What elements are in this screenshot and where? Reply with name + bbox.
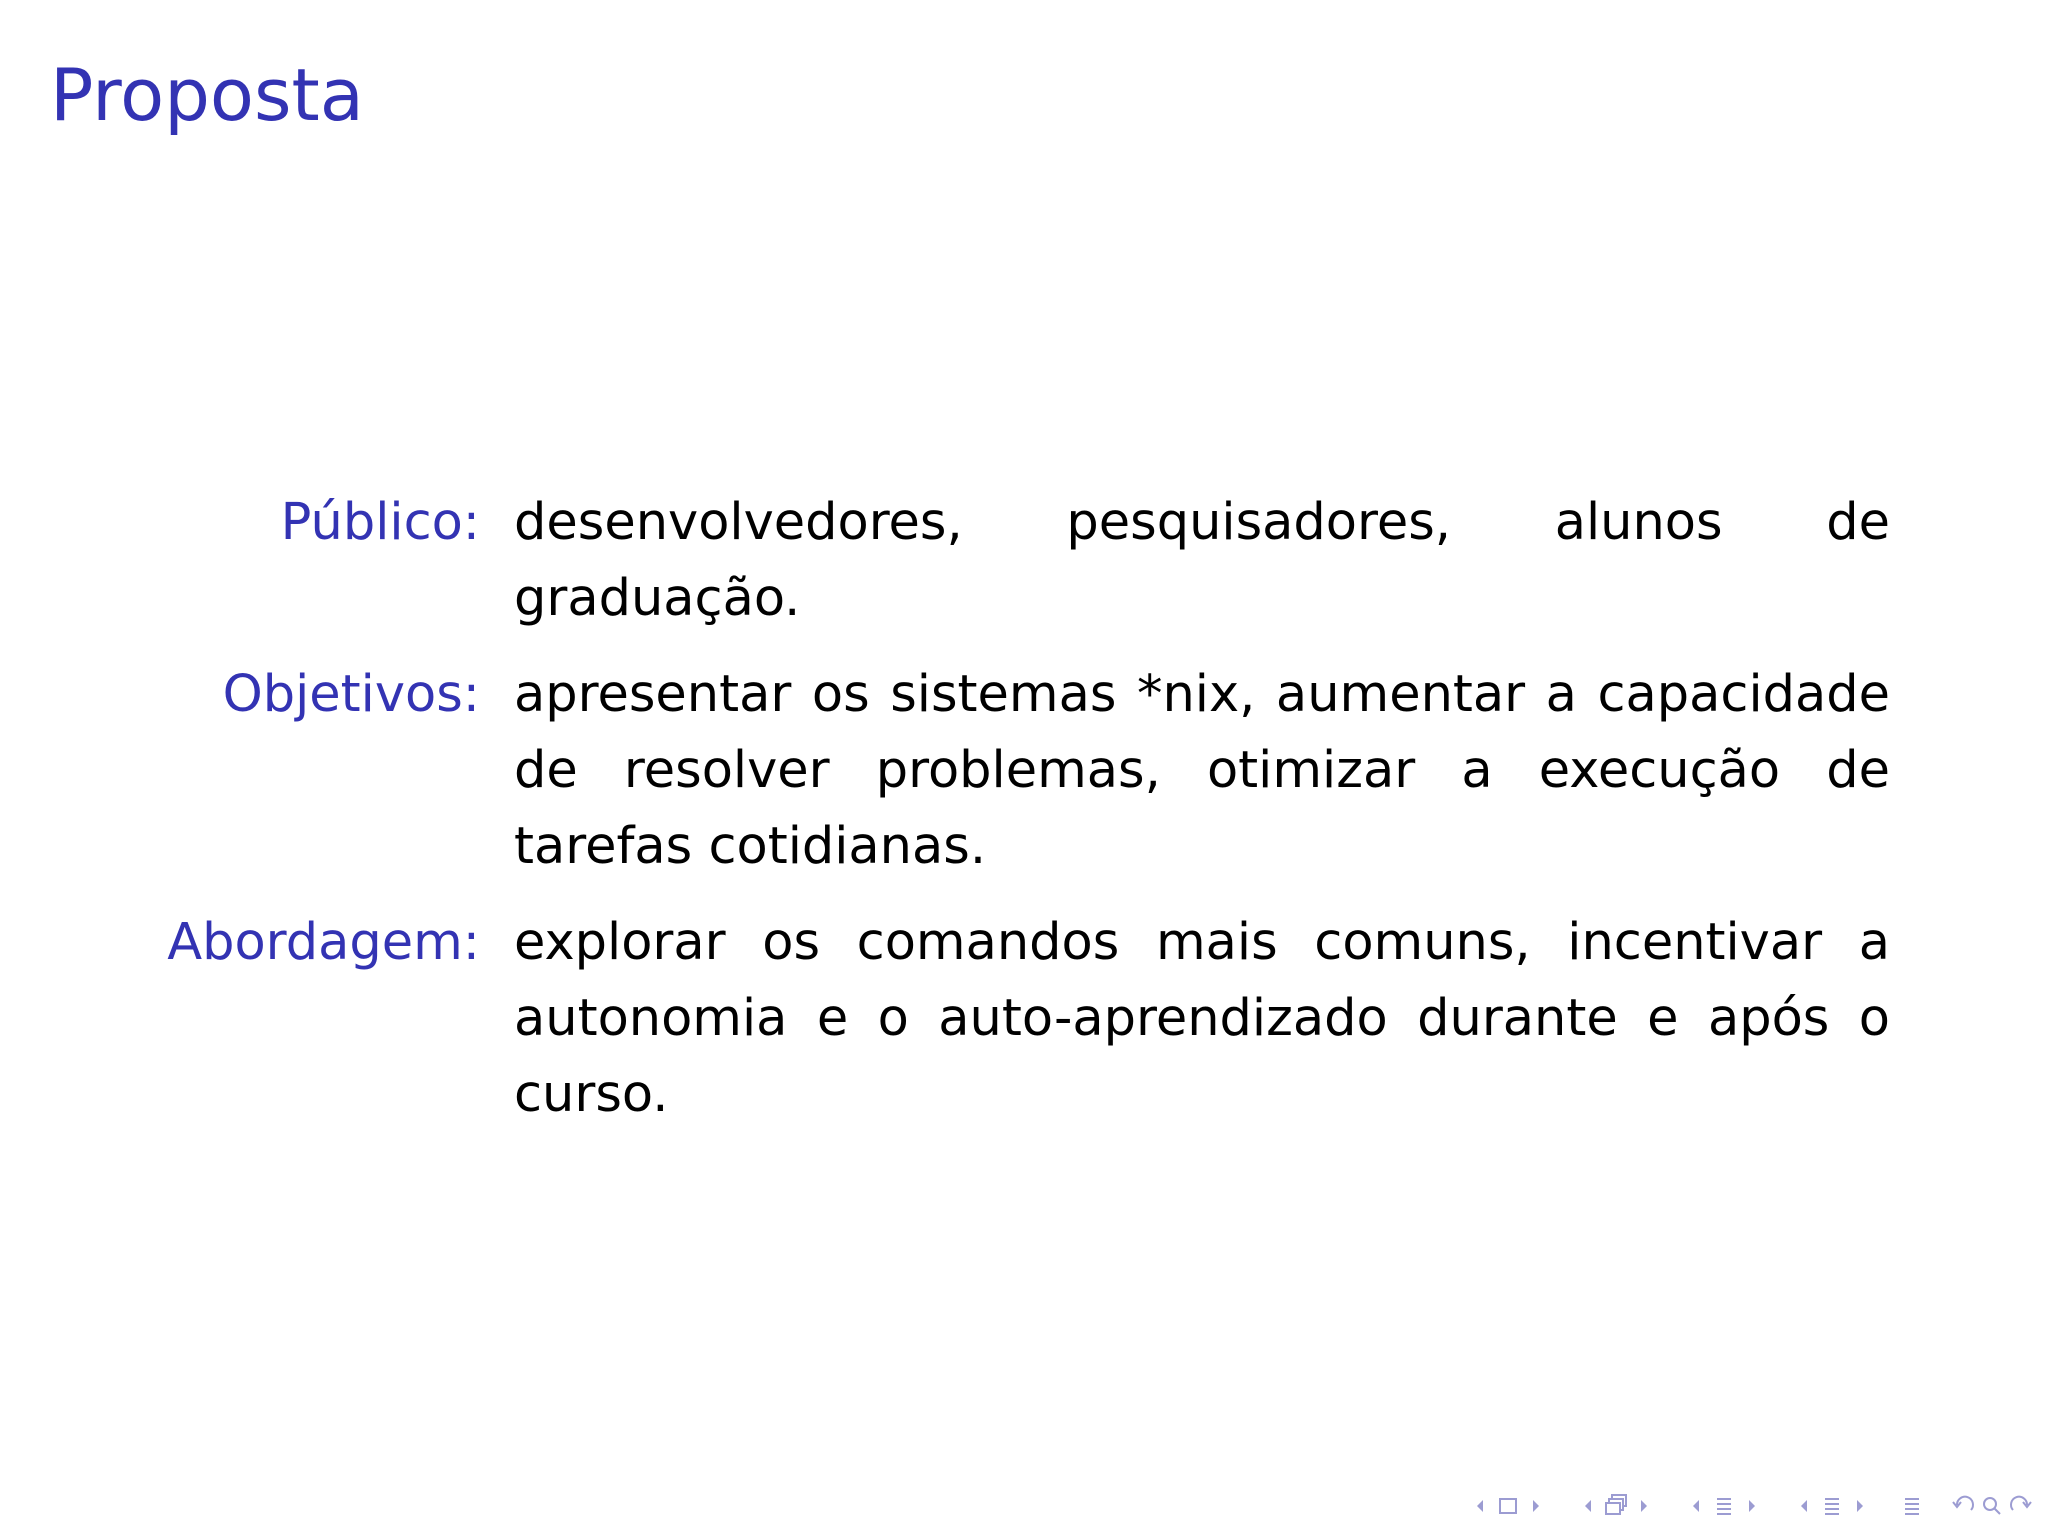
nav-group-frame: [1574, 1491, 1658, 1521]
prev-section-arrow-icon[interactable]: [1790, 1491, 1818, 1521]
slide-box-icon[interactable]: [1494, 1491, 1522, 1521]
description-term: Abordagem:: [167, 913, 480, 972]
nav-group-document: [1898, 1491, 1926, 1521]
search-back-icon[interactable]: [1950, 1491, 1978, 1521]
description-list: [150, 485, 1890, 1153]
description-text: apresentar os sistemas *nix, aumentar a capacidade de resolver problemas, otimizar a execução de tarefas cotidianas.: [514, 665, 1890, 876]
description-item-abordagem: [150, 905, 1890, 1133]
frame-stack-icon[interactable]: [1602, 1491, 1630, 1521]
next-section-arrow-icon[interactable]: [1846, 1491, 1874, 1521]
frame-title: Proposta: [50, 53, 364, 137]
description-text: explorar os comandos mais comuns, incentivar a autonomia e o auto-aprendizado durante e após o curso.: [514, 913, 1890, 1124]
description-text: desenvolvedores, pesquisadores, alunos de graduação.: [514, 493, 1890, 628]
beamer-navigation-bar: [1442, 1490, 2034, 1522]
description-term: Objetivos:: [222, 665, 480, 724]
next-slide-arrow-icon[interactable]: [1522, 1491, 1550, 1521]
document-icon[interactable]: [1898, 1491, 1926, 1521]
next-frame-arrow-icon[interactable]: [1630, 1491, 1658, 1521]
next-subsection-arrow-icon[interactable]: [1738, 1491, 1766, 1521]
search-icon[interactable]: [1978, 1491, 2006, 1521]
prev-frame-arrow-icon[interactable]: [1574, 1491, 1602, 1521]
prev-slide-arrow-icon[interactable]: [1466, 1491, 1494, 1521]
subsection-icon[interactable]: [1710, 1491, 1738, 1521]
nav-group-search: [1950, 1491, 2034, 1521]
search-forward-icon[interactable]: [2006, 1491, 2034, 1521]
description-item-publico: [150, 485, 1890, 637]
description-term: Público:: [280, 493, 480, 552]
section-icon[interactable]: [1818, 1491, 1846, 1521]
nav-group-section: [1790, 1491, 1874, 1521]
prev-subsection-arrow-icon[interactable]: [1682, 1491, 1710, 1521]
nav-group-subsection: [1682, 1491, 1766, 1521]
description-item-objetivos: [150, 657, 1890, 885]
nav-group-slide: [1466, 1491, 1550, 1521]
